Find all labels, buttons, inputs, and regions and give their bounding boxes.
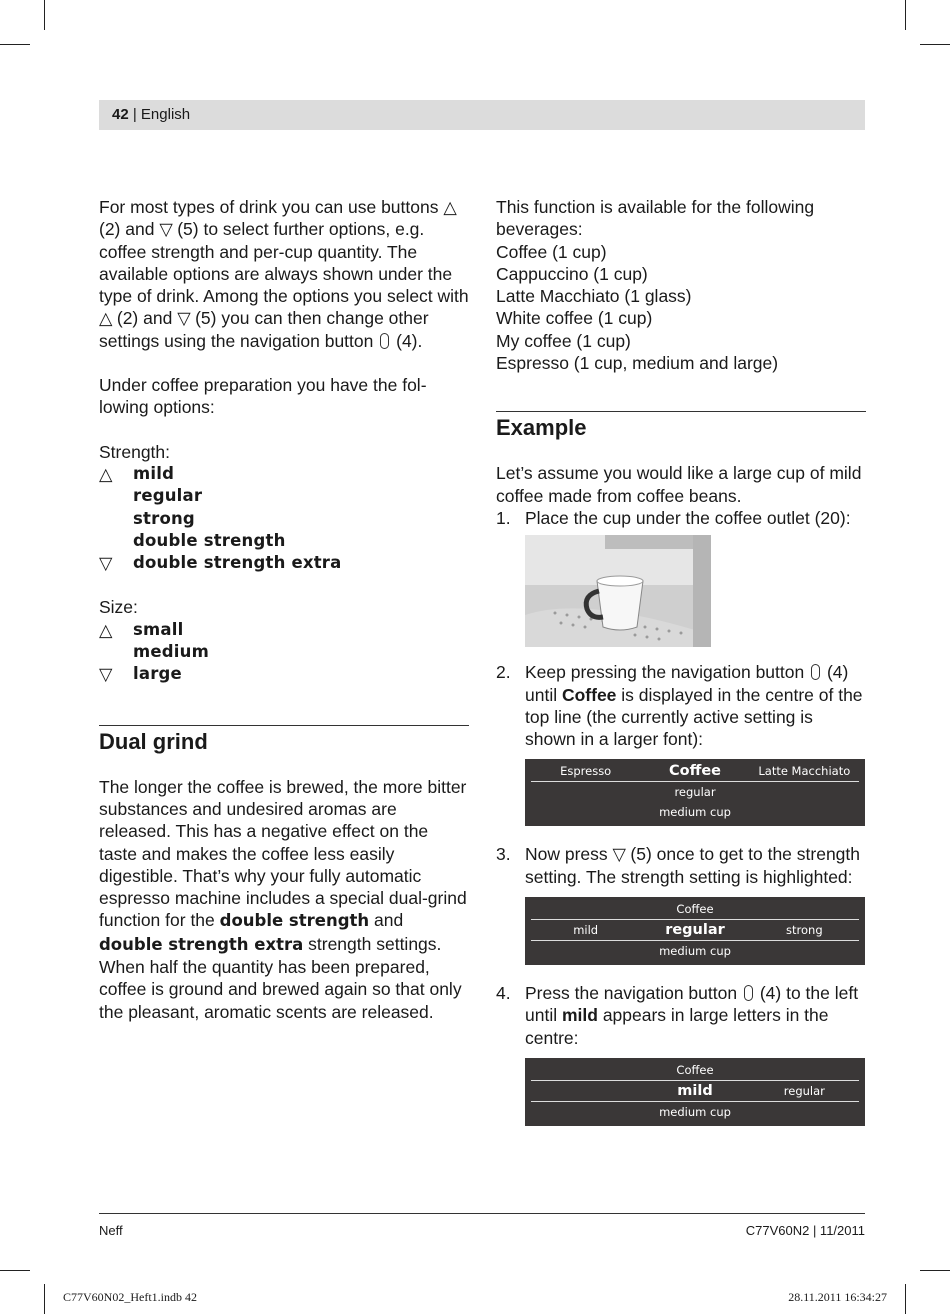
display-item: Coffee: [676, 1062, 714, 1077]
down-triangle-icon: ▽: [159, 219, 173, 240]
display-item-active: regular: [665, 921, 725, 938]
example-heading: Example: [496, 415, 587, 441]
crop-mark: [0, 44, 30, 45]
step-item: 2. Keep pressing the navigation button (4) until Coffee is displayed in the centre of the top line (the currently active setting is shown in a larger font): Espresso Coffee Latte Macchiato regular medium cup: [496, 661, 866, 843]
up-triangle-icon: △: [99, 463, 113, 484]
beverage-item: Cappuccino (1 cup): [496, 263, 648, 284]
availability-intro: This function is available for the following beverages:: [496, 197, 815, 240]
under-coffee-text: Under coffee preparation you have the following options:: [99, 375, 427, 418]
size-option: small: [133, 619, 184, 639]
size-options: [99, 619, 469, 686]
navigation-button-icon: [380, 333, 389, 349]
section-divider: [496, 411, 866, 412]
up-triangle-icon: △: [99, 619, 113, 640]
display-item-active: Coffee: [668, 763, 721, 780]
page-header: 42 | English: [99, 100, 865, 130]
size-option: medium: [133, 642, 209, 662]
print-slug-date: 28.11.2011 16:34:27: [788, 1290, 887, 1304]
page-number: 42: [112, 106, 129, 123]
down-triangle-icon: ▽: [99, 553, 113, 574]
step-item: 4. Press the navigation button (4) to the left until mild appears in large letters in the centre: Coffee mild regular medium cup: [496, 982, 866, 1126]
display-item: regular: [783, 1083, 825, 1098]
navigation-button-icon: [744, 985, 753, 1001]
down-triangle-icon: ▽: [612, 844, 627, 865]
display-screen: [525, 897, 865, 965]
size-option: large: [133, 664, 182, 684]
beverage-item: Espresso (1 cup, medium and large): [496, 353, 779, 374]
beverage-item: Coffee (1 cup): [496, 241, 607, 262]
strength-label: Strength:: [99, 441, 171, 462]
left-column: [99, 196, 469, 1023]
beverage-item: White coffee (1 cup): [496, 308, 653, 329]
down-triangle-icon: ▽: [177, 308, 191, 329]
display-item: Espresso: [560, 764, 612, 779]
display-item: medium cup: [659, 943, 731, 958]
beverage-item: My coffee (1 cup): [496, 330, 631, 351]
display-screen: [525, 1058, 865, 1126]
strength-option: mild: [133, 463, 175, 483]
example-intro: Let’s assume you would like a large cup of mild coffee made from coffee beans.: [496, 463, 862, 506]
display-screen: [525, 759, 865, 826]
footer-divider: [99, 1213, 865, 1214]
section-divider: [99, 725, 469, 726]
crop-mark: [920, 1270, 950, 1271]
footer-brand: Neff: [99, 1223, 123, 1238]
navigation-button-icon: [811, 664, 820, 680]
crop-mark: [905, 1284, 906, 1314]
crop-mark: [44, 0, 45, 30]
size-label: Size:: [99, 597, 138, 618]
down-triangle-icon: ▽: [99, 664, 113, 685]
strength-option: double strength extra: [133, 553, 342, 573]
coffee-cup-photo: [525, 535, 711, 647]
strength-option: strong: [133, 508, 195, 528]
dual-grind-paragraph: The longer the coffee is brewed, the more bitter substances and undesired aromas are released. This has a negative effect on the taste and makes the coffee less easily digestible. That’s why your fully automatic espresso machine includes a special dual-grind function for the double strength and double strength extra strength settings. When half the quantity has been prepared, coffee is ground and brewed again so that only the pleasant, aromatic scents are released.: [99, 776, 467, 1022]
header-language: English: [140, 106, 191, 123]
display-item-active: mild: [677, 1082, 713, 1099]
footer-model: C77V60N2 | 11/2011: [745, 1223, 865, 1238]
display-item: regular: [674, 785, 716, 800]
display-item: medium cup: [659, 1104, 731, 1119]
display-item: medium cup: [659, 805, 731, 820]
intro-paragraph: For most types of drink you can use buttons △ (2) and ▽ (5) to select further options, e.g. coffee strength and per-cup quantity. The available options are always shown under the type of drink. Among the options you select with △ (2) and ▽ (5) you can then change other settings using the navigation button (4).: [99, 197, 469, 351]
crop-mark: [0, 1270, 30, 1271]
dual-grind-heading: Dual grind: [99, 728, 208, 754]
right-column: [496, 196, 866, 1126]
step-item: 3. Now press ▽ (5) once to get to the strength setting. The strength setting is highlighted: Coffee mild regular strong medium cup: [496, 843, 866, 982]
strength-options: [99, 463, 469, 574]
crop-mark: [920, 44, 950, 45]
display-item: Latte Macchiato: [758, 764, 851, 779]
step-item: 1. Place the cup under the coffee outlet (20):: [496, 507, 866, 661]
beverage-item: Latte Macchiato (1 glass): [496, 286, 692, 307]
crop-mark: [44, 1284, 45, 1314]
example-steps: [496, 507, 866, 1126]
crop-mark: [905, 0, 906, 30]
print-slug-file: C77V60N02_Heft1.indb 42: [63, 1290, 197, 1304]
up-triangle-icon: △: [99, 308, 113, 329]
beverage-list: [496, 241, 866, 375]
display-item: strong: [786, 922, 823, 937]
up-triangle-icon: △: [443, 197, 457, 217]
strength-option: regular: [133, 486, 203, 506]
strength-option: double strength: [133, 530, 286, 550]
display-item: mild: [573, 922, 599, 937]
display-item: Coffee: [676, 901, 714, 916]
